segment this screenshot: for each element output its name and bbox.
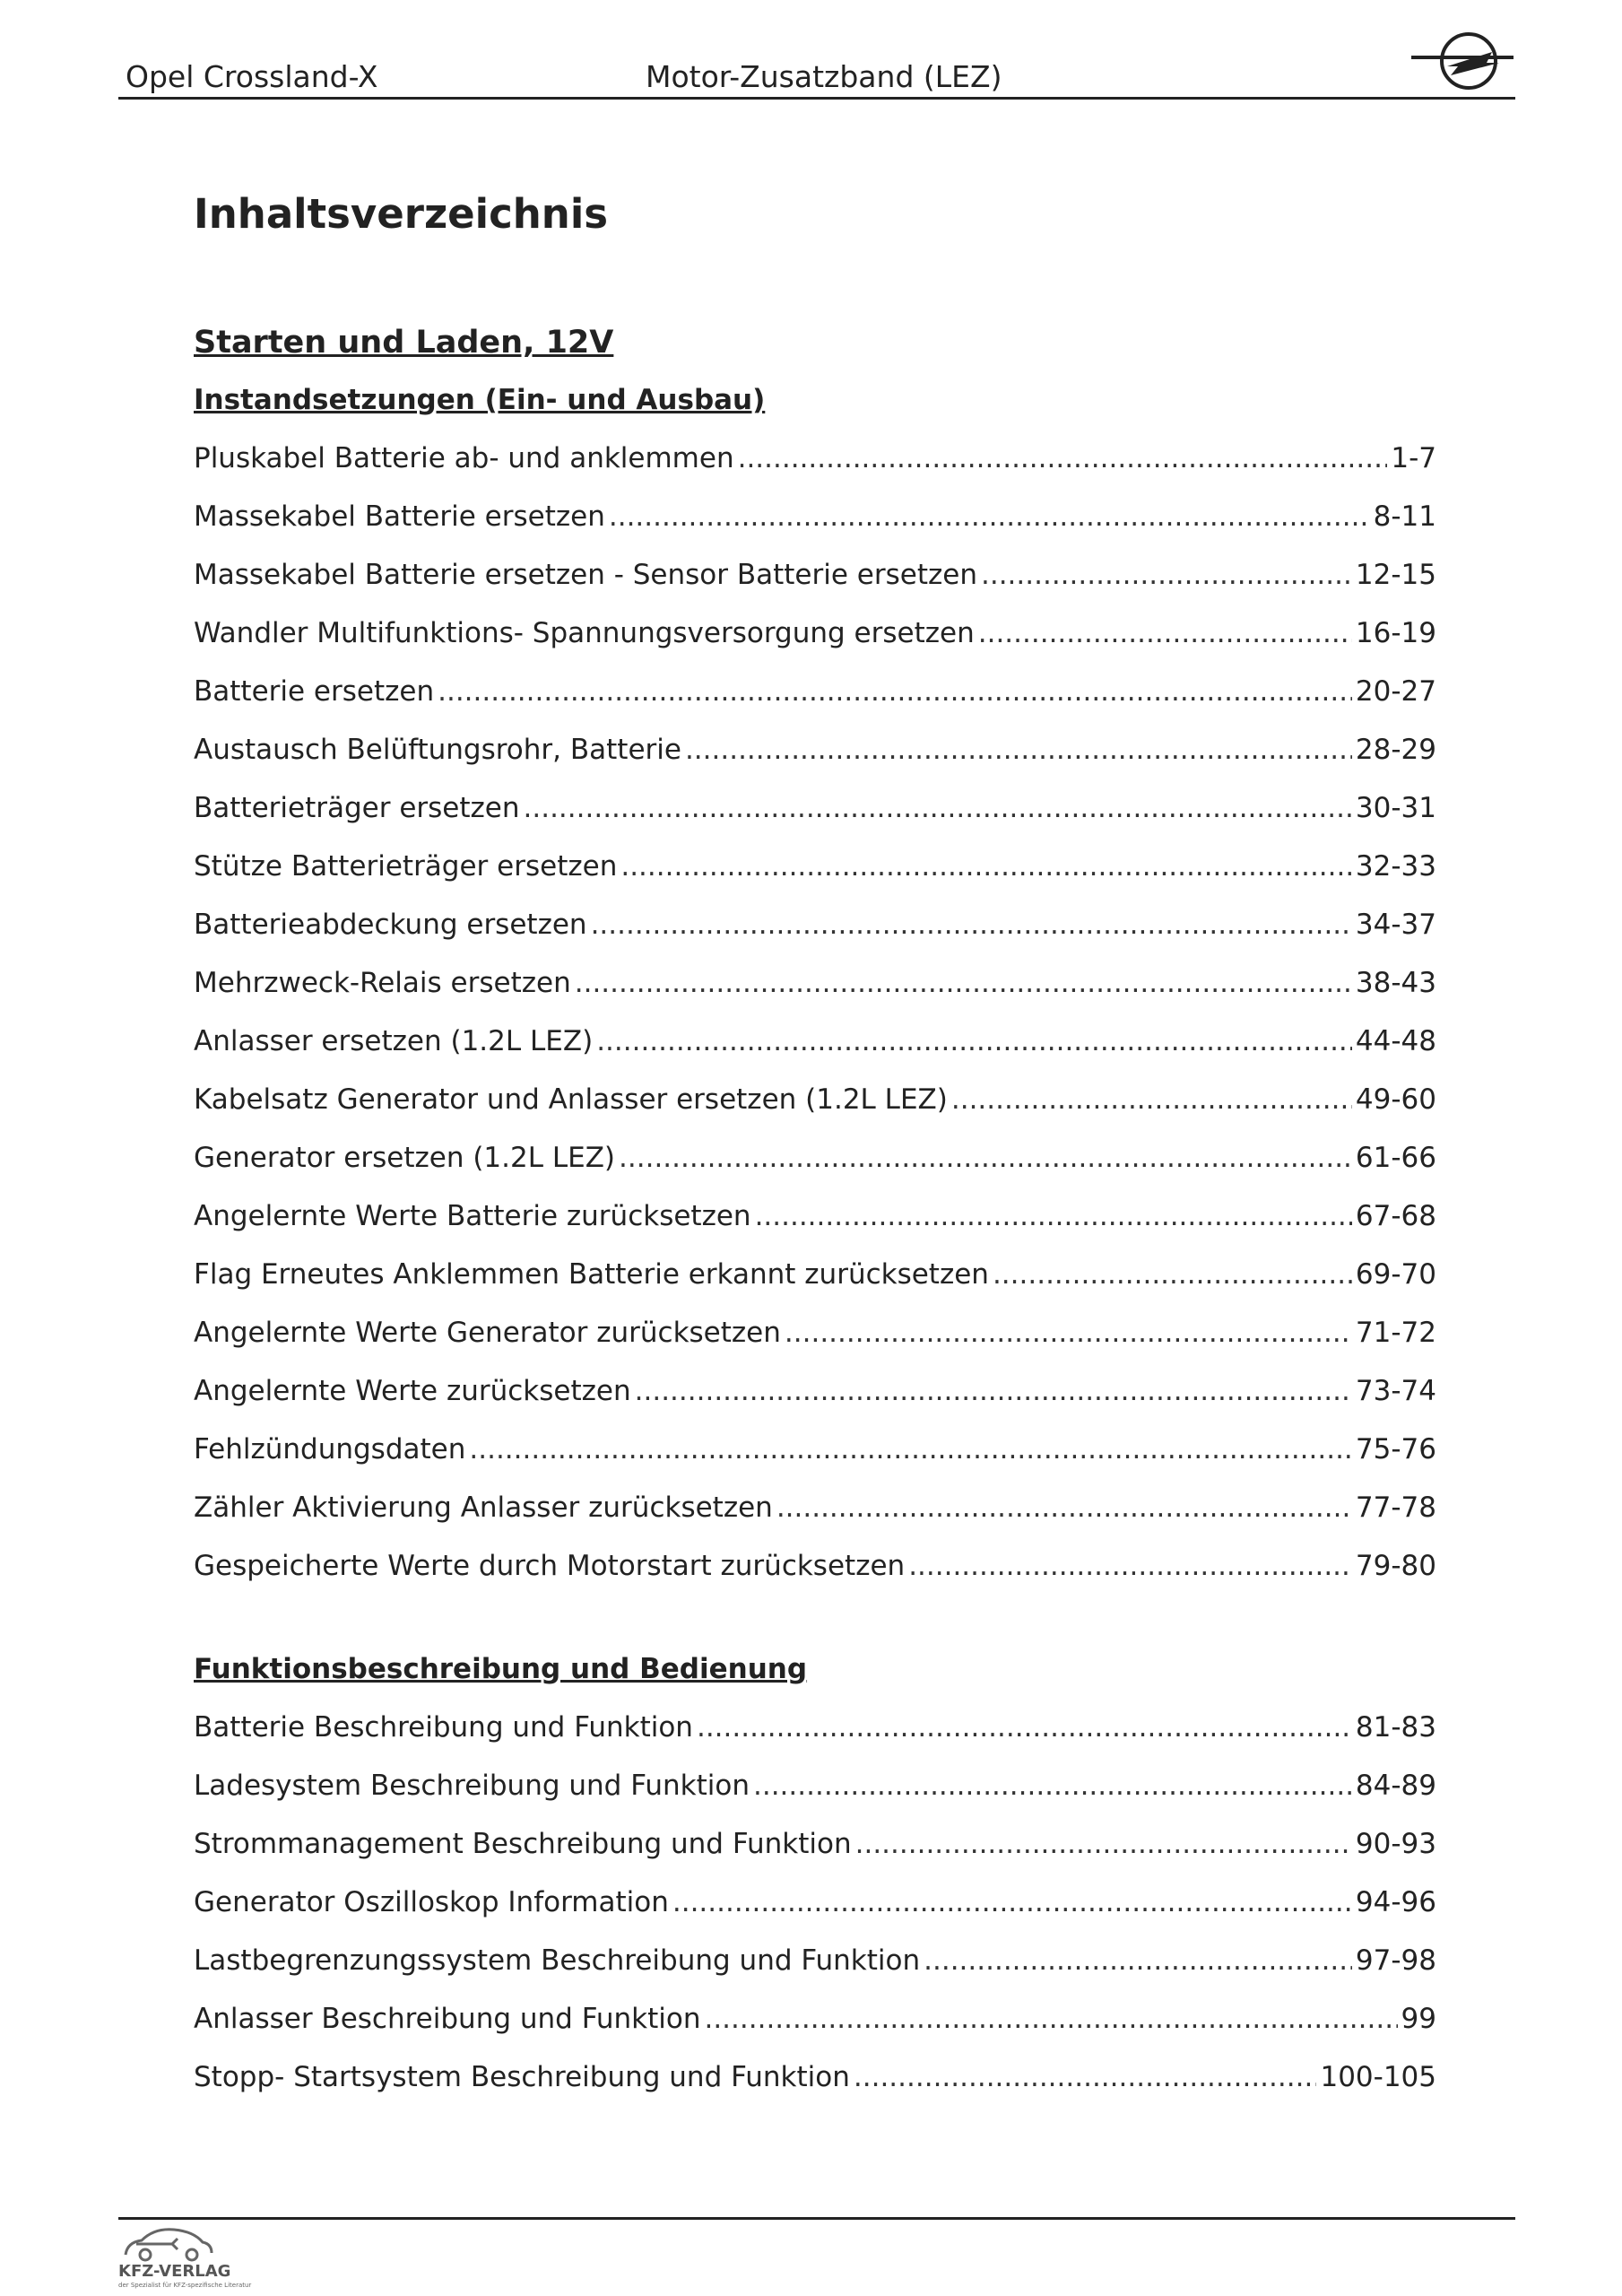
toc-entry-label: Angelernte Werte zurücksetzen bbox=[194, 1375, 631, 1407]
toc-entry-label: Austausch Belüftungsrohr, Batterie bbox=[194, 734, 681, 766]
group-title: Instandsetzungen (Ein- und Ausbau) bbox=[194, 384, 766, 416]
opel-logo-icon bbox=[1409, 27, 1515, 95]
publisher-logo bbox=[118, 2222, 252, 2294]
toc-entry-page: 12-15 bbox=[1355, 559, 1436, 591]
toc-entry[interactable] bbox=[194, 1025, 1436, 1063]
dot-leader bbox=[908, 1550, 1352, 1582]
toc-entry[interactable] bbox=[194, 909, 1436, 946]
toc-entry[interactable] bbox=[194, 617, 1436, 655]
toc-entry-page: 71-72 bbox=[1355, 1317, 1436, 1349]
toc-entry[interactable] bbox=[194, 1770, 1436, 1807]
section-title: Starten und Laden, 12V bbox=[194, 325, 614, 361]
toc-entry-page: 94-96 bbox=[1355, 1886, 1436, 1918]
toc-entry-label: Batterieträger ersetzen bbox=[194, 792, 520, 824]
car-wrench-icon bbox=[118, 2222, 217, 2264]
toc-entry[interactable] bbox=[194, 559, 1436, 596]
toc-entry-label: Gespeicherte Werte durch Motorstart zurücksetzen bbox=[194, 1550, 906, 1582]
publisher-name: KFZ-VERLAG bbox=[118, 2262, 231, 2281]
toc-entry[interactable] bbox=[194, 500, 1436, 538]
toc-entry[interactable] bbox=[194, 1550, 1436, 1587]
toc-entry-page: 77-78 bbox=[1355, 1492, 1436, 1524]
toc-entry[interactable] bbox=[194, 1258, 1436, 1296]
dot-leader bbox=[685, 734, 1352, 766]
dot-leader bbox=[672, 1886, 1352, 1918]
toc-entry-page: 30-31 bbox=[1355, 792, 1436, 824]
dot-leader bbox=[785, 1317, 1352, 1349]
toc-entry[interactable] bbox=[194, 967, 1436, 1004]
header-manual-title: Motor-Zusatzband (LEZ) bbox=[646, 59, 1002, 94]
dot-leader bbox=[993, 1258, 1352, 1291]
dot-leader bbox=[981, 559, 1352, 591]
footer-divider bbox=[118, 2217, 1515, 2220]
toc-entry-page: 16-19 bbox=[1355, 617, 1436, 649]
toc-entry-label: Kabelsatz Generator und Anlasser ersetzen (1.2L LEZ) bbox=[194, 1083, 948, 1116]
dot-leader bbox=[596, 1025, 1352, 1057]
toc-entry-label: Mehrzweck-Relais ersetzen bbox=[194, 967, 571, 999]
page-header bbox=[118, 54, 1515, 100]
dot-leader bbox=[609, 500, 1370, 533]
dot-leader bbox=[854, 2061, 1317, 2093]
toc-entry[interactable] bbox=[194, 1711, 1436, 1749]
toc-entry-label: Lastbegrenzungssystem Beschreibung und Funktion bbox=[194, 1944, 921, 1977]
toc-entry-page: 1-7 bbox=[1391, 442, 1436, 474]
toc-entry-page: 97-98 bbox=[1355, 1944, 1436, 1977]
dot-leader bbox=[753, 1770, 1352, 1802]
toc-entry-label: Zähler Aktivierung Anlasser zurücksetzen bbox=[194, 1492, 773, 1524]
toc-entry[interactable] bbox=[194, 1200, 1436, 1238]
publisher-tagline: der Spezialist für KFZ-spezifische Literatur bbox=[118, 2282, 252, 2289]
dot-leader bbox=[776, 1492, 1352, 1524]
toc-entry-label: Angelernte Werte Generator zurücksetzen bbox=[194, 1317, 781, 1349]
toc-entry-page: 73-74 bbox=[1355, 1375, 1436, 1407]
toc-entry-page: 44-48 bbox=[1355, 1025, 1436, 1057]
dot-leader bbox=[635, 1375, 1352, 1407]
toc-entry-page: 67-68 bbox=[1355, 1200, 1436, 1232]
toc-entry-page: 28-29 bbox=[1355, 734, 1436, 766]
dot-leader bbox=[438, 675, 1352, 708]
toc-entry-label: Stütze Batterieträger ersetzen bbox=[194, 850, 618, 883]
toc-entry[interactable] bbox=[194, 850, 1436, 888]
toc-entry[interactable] bbox=[194, 1433, 1436, 1471]
toc-entry-label: Wandler Multifunktions- Spannungsversorgung ersetzen bbox=[194, 617, 975, 649]
toc-entry-label: Batterieabdeckung ersetzen bbox=[194, 909, 587, 941]
toc-entry[interactable] bbox=[194, 442, 1436, 480]
dot-leader bbox=[978, 617, 1352, 649]
dot-leader bbox=[951, 1083, 1352, 1116]
toc-entry-page: 34-37 bbox=[1355, 909, 1436, 941]
toc-entry-label: Generator Oszilloskop Information bbox=[194, 1886, 669, 1918]
toc-entry-page: 8-11 bbox=[1373, 500, 1436, 533]
toc-entry-label: Fehlzündungsdaten bbox=[194, 1433, 466, 1465]
dot-leader bbox=[591, 909, 1352, 941]
toc-entry[interactable] bbox=[194, 792, 1436, 830]
toc-entry-label: Strommanagement Beschreibung und Funktion bbox=[194, 1828, 852, 1860]
toc-entry-page: 32-33 bbox=[1355, 850, 1436, 883]
header-vehicle: Opel Crossland-X bbox=[126, 59, 378, 94]
toc-entry[interactable] bbox=[194, 1142, 1436, 1179]
dot-leader bbox=[619, 1142, 1352, 1174]
toc-entry[interactable] bbox=[194, 675, 1436, 713]
toc-entry-page: 79-80 bbox=[1355, 1550, 1436, 1582]
toc-entry-page: 100-105 bbox=[1320, 2061, 1436, 2093]
dot-leader bbox=[924, 1944, 1352, 1977]
dot-leader bbox=[469, 1433, 1352, 1465]
toc-entry-page: 61-66 bbox=[1355, 1142, 1436, 1174]
toc-entry-label: Batterie ersetzen bbox=[194, 675, 435, 708]
dot-leader bbox=[704, 2003, 1397, 2035]
toc-entry-label: Pluskabel Batterie ab- und anklemmen bbox=[194, 442, 734, 474]
toc-entry-page: 20-27 bbox=[1355, 675, 1436, 708]
toc-entry[interactable] bbox=[194, 1375, 1436, 1413]
dot-leader bbox=[524, 792, 1352, 824]
toc-entry-page: 99 bbox=[1401, 2003, 1436, 2035]
dot-leader bbox=[855, 1828, 1352, 1860]
toc-entry-label: Anlasser ersetzen (1.2L LEZ) bbox=[194, 1025, 594, 1057]
toc-entry-label: Angelernte Werte Batterie zurücksetzen bbox=[194, 1200, 751, 1232]
toc-entry[interactable] bbox=[194, 1828, 1436, 1866]
toc-entry[interactable] bbox=[194, 1083, 1436, 1121]
toc-entry[interactable] bbox=[194, 1886, 1436, 1924]
toc-entry[interactable] bbox=[194, 2061, 1436, 2099]
toc-entry-label: Batterie Beschreibung und Funktion bbox=[194, 1711, 693, 1744]
toc-entry-label: Anlasser Beschreibung und Funktion bbox=[194, 2003, 701, 2035]
toc-entry-page: 69-70 bbox=[1355, 1258, 1436, 1291]
toc-entry-label: Flag Erneutes Anklemmen Batterie erkannt zurücksetzen bbox=[194, 1258, 989, 1291]
toc-entry-page: 90-93 bbox=[1355, 1828, 1436, 1860]
toc-entry[interactable] bbox=[194, 734, 1436, 771]
dot-leader bbox=[575, 967, 1352, 999]
toc-entry-page: 84-89 bbox=[1355, 1770, 1436, 1802]
dot-leader bbox=[755, 1200, 1352, 1232]
toc-entry[interactable] bbox=[194, 1492, 1436, 1529]
toc-entry[interactable] bbox=[194, 1317, 1436, 1354]
toc-entry-label: Ladesystem Beschreibung und Funktion bbox=[194, 1770, 750, 1802]
dot-leader bbox=[620, 850, 1352, 883]
toc-entry-label: Stopp- Startsystem Beschreibung und Funktion bbox=[194, 2061, 850, 2093]
page-title: Inhaltsverzeichnis bbox=[194, 190, 609, 238]
toc-entry[interactable] bbox=[194, 1944, 1436, 1982]
toc-entry-page: 81-83 bbox=[1355, 1711, 1436, 1744]
toc-entry-page: 49-60 bbox=[1355, 1083, 1436, 1116]
toc-entry-label: Massekabel Batterie ersetzen - Sensor Batterie ersetzen bbox=[194, 559, 977, 591]
toc-entry-label: Massekabel Batterie ersetzen bbox=[194, 500, 605, 533]
toc-entry[interactable] bbox=[194, 2003, 1436, 2040]
toc-entry-page: 38-43 bbox=[1355, 967, 1436, 999]
toc-entry-label: Generator ersetzen (1.2L LEZ) bbox=[194, 1142, 616, 1174]
dot-leader bbox=[697, 1711, 1352, 1744]
dot-leader bbox=[738, 442, 1388, 474]
group-title: Funktionsbeschreibung und Bedienung bbox=[194, 1653, 808, 1685]
toc-entry-page: 75-76 bbox=[1355, 1433, 1436, 1465]
